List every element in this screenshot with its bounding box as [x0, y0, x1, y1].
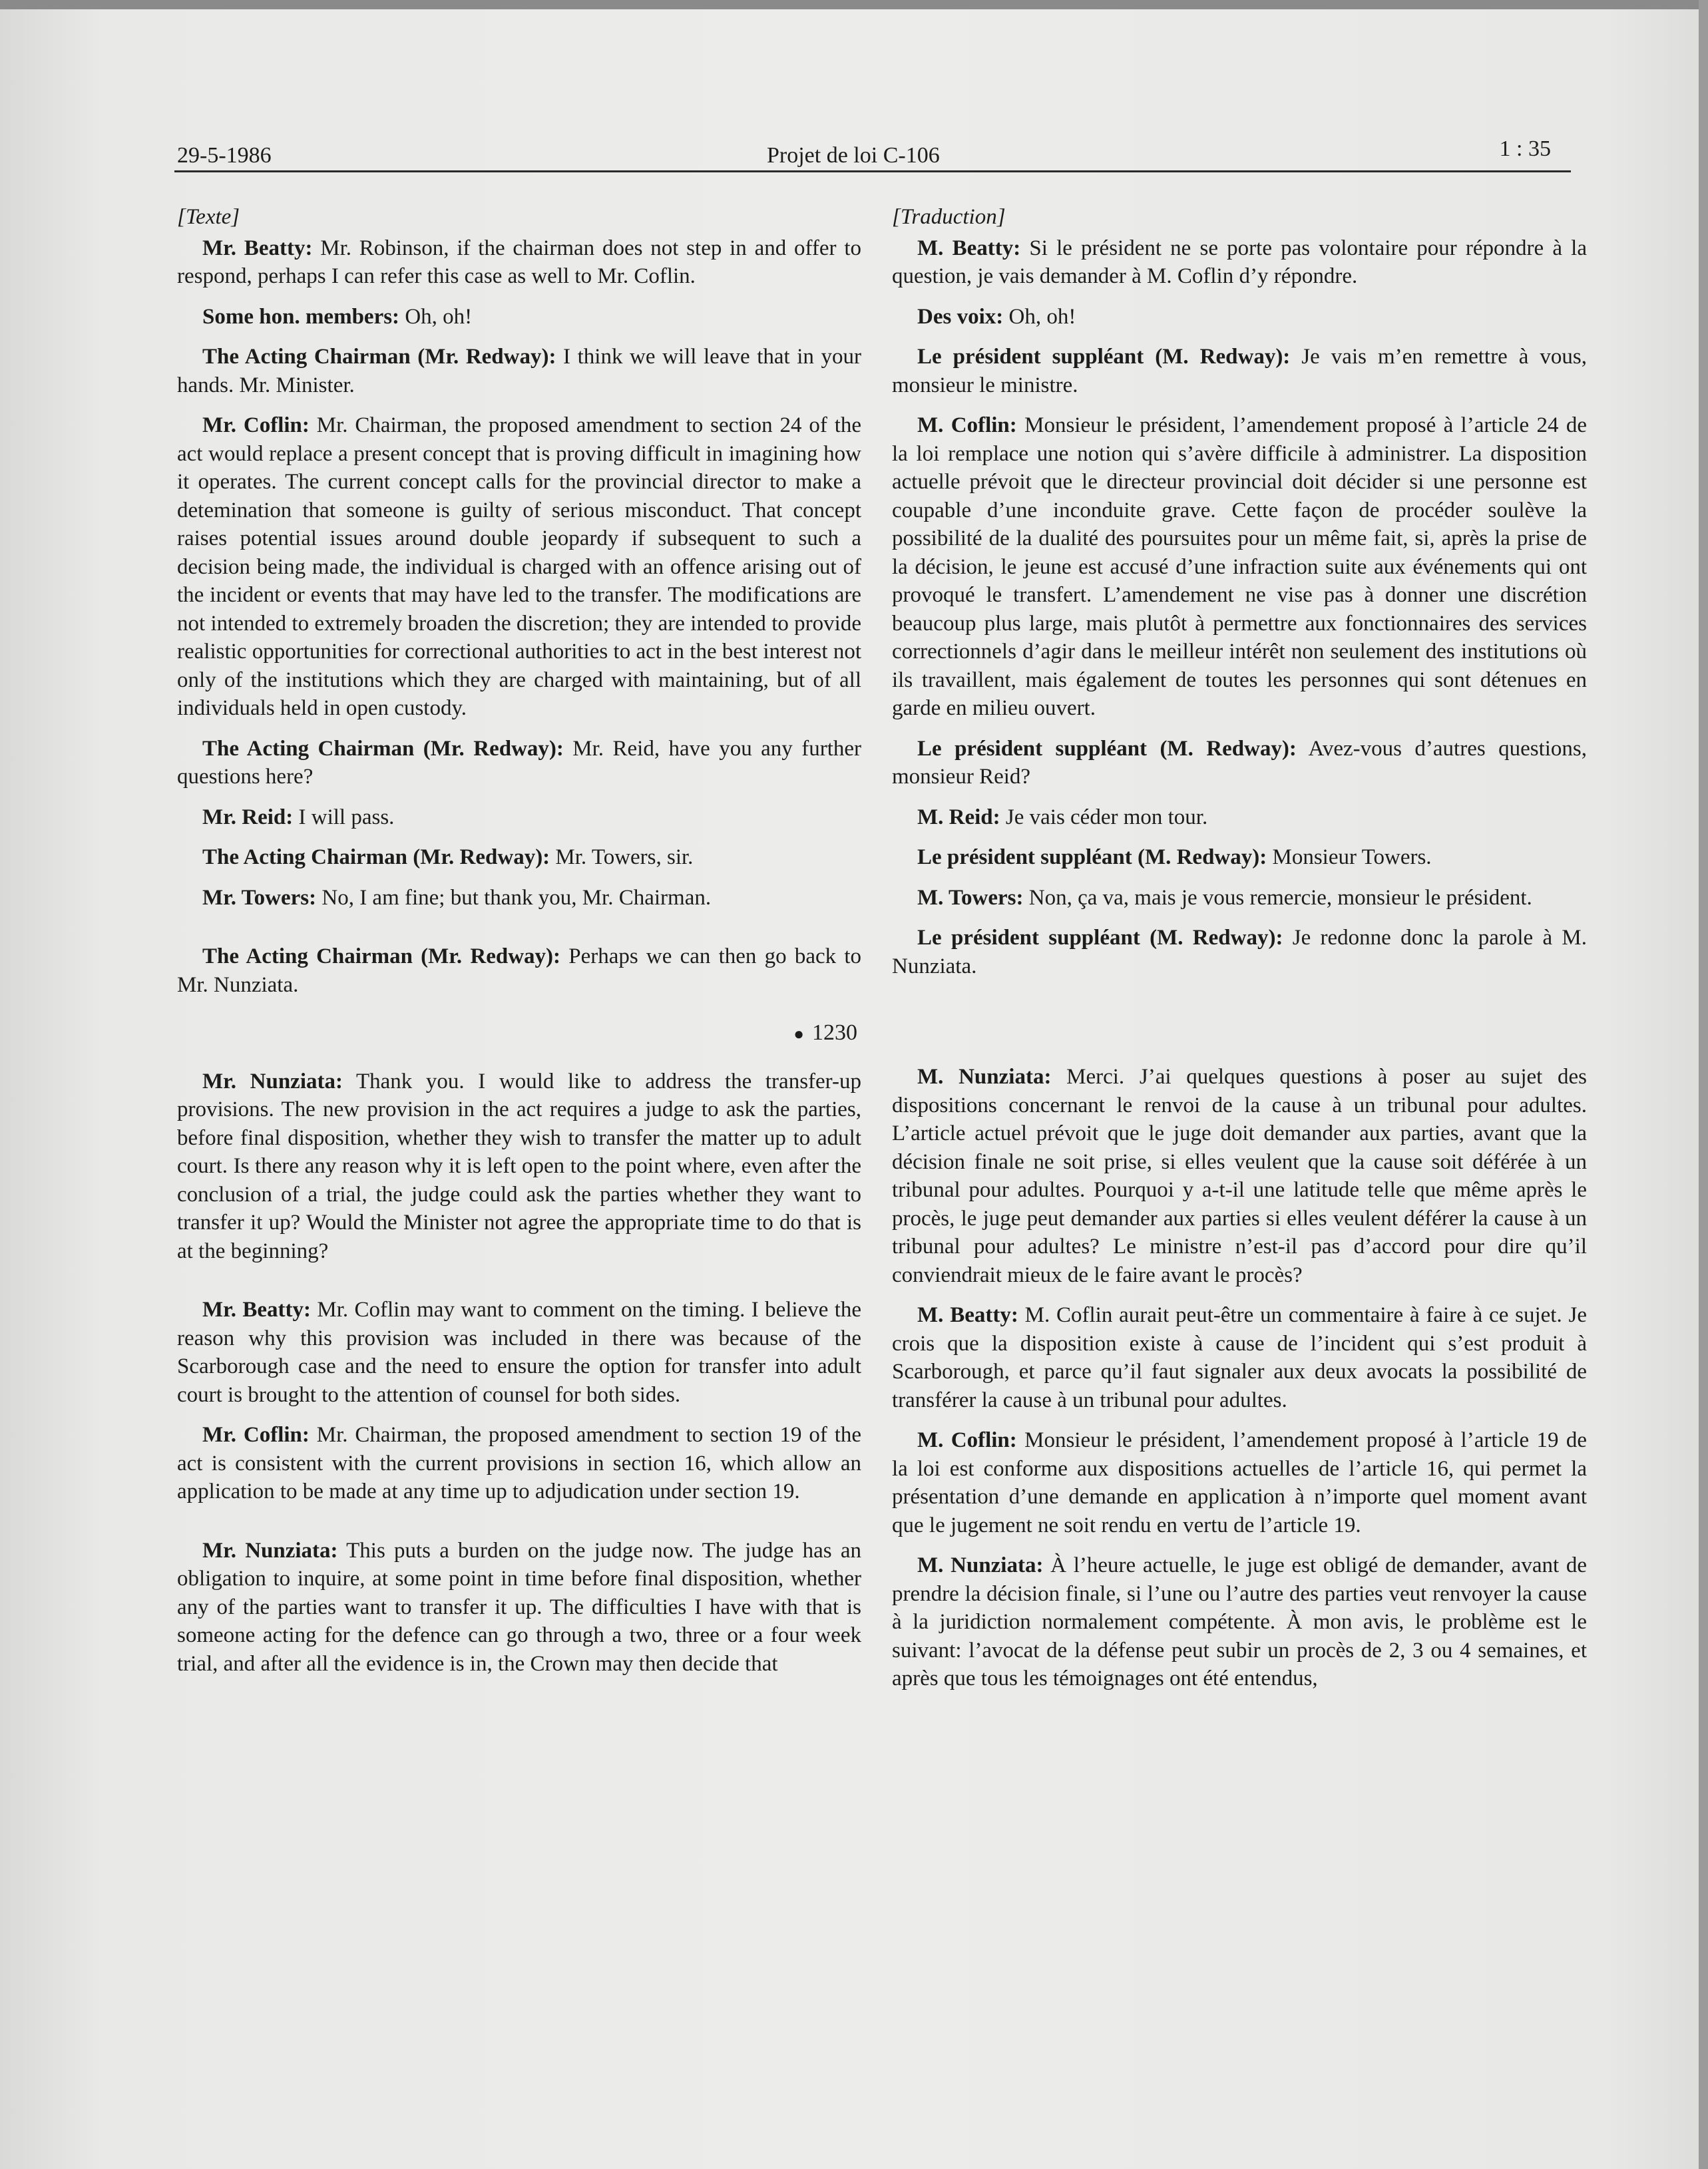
- scan-right-edge: [1699, 0, 1708, 2169]
- speech: No, I am fine; but thank you, Mr. Chairman.: [316, 885, 712, 910]
- paragraph: [892, 1063, 1587, 1289]
- paragraph: [892, 411, 1587, 723]
- speech: À l’heure actuelle, le juge est obligé de demander, avant de prendre la décision finale, si l’une ou l’autre des parties veut renvoyer la cause à la juridiction normalement compétente. À mon avis, le problème est le suivant: l’avocat de la défense peut subir un procès de 2, 3 ou 4 semaines, et après que tous les témoignages ont été entendus,: [892, 1553, 1588, 1690]
- speaker: The Acting Chairman (Mr. Redway):: [202, 845, 550, 869]
- speaker: M. Nunziata:: [917, 1065, 1052, 1089]
- speaker: Le président suppléant (M. Redway):: [917, 845, 1267, 869]
- speech: I will pass.: [293, 805, 395, 829]
- speech: Thank you. I would like to address the transfer-up provisions. The new provision in the act requires a judge to ask the parties, before final disposition, whether they wish to transfer the matter up to adult court. Is there any reason why it is left open to the point where, even after the conclusion of a trial, the judge could ask the parties whether they want to transfer it up? Would the Minister not agree the appropriate time to do that is at the beginning?: [177, 1069, 861, 1263]
- column-tag: [Traduction]: [892, 205, 1006, 229]
- speech: I think we will leave that in your hands. Mr. Minister.: [177, 345, 861, 397]
- paragraph: [892, 1551, 1587, 1693]
- column-tag-text: Texte: [185, 205, 232, 229]
- header-page-number: 1 : 35: [1499, 136, 1551, 161]
- speech: M. Coflin aurait peut-être un commentaire à faire à ce sujet. Je crois que la disposition existe à cause de l’incident qui s’est produit à Scarborough, et parce qu’il faut signaler aux deux avocats la possibilité de transférer la cause à un tribunal pour adultes.: [892, 1303, 1587, 1412]
- paragraph: [892, 735, 1587, 791]
- speech: Monsieur le président, l’amendement proposé à l’article 19 de la loi est conforme aux dispositions actuelles de l’article 16, qui permet la présentation d’une demande en application à n’importe quel moment avant que le jugement ne soit rendu en vertu de l’article 19.: [892, 1428, 1587, 1537]
- speaker: Mr. Towers:: [202, 885, 317, 910]
- paragraph: [177, 303, 861, 331]
- time-marker-text: 1230: [812, 1020, 857, 1045]
- speech: Mr. Coflin may want to comment on the timing. I believe the reason why this provision was included in there was because of the Scarborough case and the need to ensure the option for transfer into adult court is brought to the attention of counsel for both sides.: [177, 1298, 862, 1407]
- column-tag-text: Traduction: [900, 205, 997, 229]
- paragraph: [892, 1426, 1587, 1539]
- speaker: The Acting Chairman (Mr. Redway):: [202, 736, 564, 761]
- speaker: Le président suppléant (M. Redway):: [917, 926, 1283, 950]
- speech: Oh, oh!: [1003, 304, 1076, 329]
- speech: Mr. Chairman, the proposed amendment to section 24 of the act would replace a present concept that is proving difficult in imagining how it operates. The current concept calls for the provincial director to make a detemination that someone is guilty of serious misconduct. That concept raises potential issues around double jeopardy if subsequent to such a decision being made, the individual is charged with an offence arising out of the incident or events that may have led to the transfer. The modifications are not intended to extremely broaden the discretion; they are intended to provide realistic opportunities for correctional authorities to act in the best interest not only of the institutions which they are charged with maintaining, but of all individuals held in open custody.: [177, 413, 862, 720]
- paragraph: [177, 1296, 861, 1409]
- header-title: Projet de loi C-106: [767, 143, 940, 168]
- speaker: M. Coflin:: [917, 413, 1017, 437]
- speaker: Mr. Beatty:: [202, 1298, 311, 1322]
- speech: Merci. J’ai quelques questions à poser au sujet des dispositions concernant le renvoi de la cause à un tribunal pour adultes. L’article actuel prévoit que le juge doit demander aux parties, avant que la décision finale ne soit prise, si elles veulent que la cause soit déférée à un tribunal pour adultes. Pourquoi y a-t-il une latitude telle que même après le procès, le juge peut demander aux parties si elles veulent déférer la cause à un tribunal pour adultes? Le ministre n’est-il pas d’accord pour dire qu’il conviendrait mieux de le faire avant le procès?: [892, 1065, 1587, 1287]
- paragraph: [177, 343, 861, 399]
- speaker: M. Towers:: [917, 885, 1024, 910]
- speaker: The Acting Chairman (Mr. Redway):: [202, 944, 561, 968]
- header-date: 29-5-1986: [177, 143, 272, 168]
- speech: Mr. Towers, sir.: [550, 845, 694, 869]
- paragraph: [177, 884, 861, 912]
- paragraph: [892, 303, 1587, 331]
- speech: Avez-vous d’autres questions, monsieur Reid?: [892, 736, 1588, 789]
- paragraph: [177, 234, 861, 291]
- french-column: [892, 203, 1587, 1705]
- paragraph: [177, 942, 861, 999]
- speech: Je redonne donc la parole à M. Nunziata.: [892, 926, 1587, 978]
- speaker: M. Beatty:: [917, 236, 1021, 260]
- speech: Monsieur Towers.: [1267, 845, 1432, 869]
- time-marker: [177, 1019, 861, 1049]
- paragraph: [177, 1537, 861, 1678]
- speech: Non, ça va, mais je vous remercie, monsieur le président.: [1023, 885, 1532, 910]
- english-column: [177, 203, 861, 1690]
- speech: Je vais m’en remettre à vous, monsieur le ministre.: [892, 345, 1587, 397]
- speaker: Le président suppléant (M. Redway):: [917, 736, 1297, 761]
- speech: Je vais céder mon tour.: [1000, 805, 1208, 829]
- speech: Si le président ne se porte pas volontaire pour répondre à la question, je vais demander à M. Coflin d’y répondre.: [892, 236, 1587, 288]
- speaker: M. Beatty:: [917, 1303, 1018, 1327]
- speaker: Mr. Beatty:: [202, 236, 313, 260]
- speech: Oh, oh!: [399, 304, 473, 329]
- paragraph: [177, 735, 861, 791]
- speech: Perhaps we can then go back to Mr. Nunziata.: [177, 944, 862, 997]
- speaker: Le président suppléant (M. Redway):: [917, 345, 1291, 369]
- paragraph: [892, 843, 1587, 872]
- paragraph: [892, 343, 1587, 399]
- paragraph: [892, 884, 1587, 912]
- speaker: M. Reid:: [917, 805, 1000, 829]
- bullet-icon: ●: [793, 1024, 804, 1044]
- paragraph: [892, 234, 1587, 291]
- scan-top-edge: [0, 0, 1708, 9]
- speaker: Mr. Reid:: [202, 805, 294, 829]
- paragraph: [177, 1068, 861, 1266]
- speaker: Some hon. members:: [202, 304, 400, 329]
- paragraph: [177, 411, 861, 723]
- header-rule: [174, 170, 1571, 172]
- speech: Mr. Chairman, the proposed amendment to section 19 of the act is consistent with the current provisions in section 16, which allow an application to be made at any time up to adjudication under section 19.: [177, 1423, 862, 1503]
- speaker: Mr. Nunziata:: [202, 1069, 343, 1093]
- speaker: Mr. Nunziata:: [202, 1538, 338, 1563]
- paragraph: [177, 843, 861, 872]
- speaker: Des voix:: [917, 304, 1004, 329]
- speaker: Mr. Coflin:: [202, 413, 310, 437]
- paragraph: [177, 803, 861, 832]
- paragraph: [892, 1301, 1587, 1414]
- speech: Mr. Robinson, if the chairman does not step in and offer to respond, perhaps I can refer this case as well to Mr. Coflin.: [177, 236, 862, 288]
- speaker: Mr. Coflin:: [202, 1423, 310, 1447]
- speaker: The Acting Chairman (Mr. Redway):: [202, 345, 556, 369]
- speaker: M. Nunziata:: [917, 1553, 1044, 1577]
- paragraph: [177, 1421, 861, 1506]
- speech: Mr. Reid, have you any further questions here?: [177, 736, 861, 789]
- paragraph: [892, 924, 1587, 980]
- speaker: M. Coflin:: [917, 1428, 1017, 1452]
- column-tag: [Texte]: [177, 205, 240, 229]
- paragraph: [892, 803, 1587, 832]
- speech: This puts a burden on the judge now. The judge has an obligation to inquire, at some point in time before final disposition, whether any of the parties want to transfer it up. The difficulties I have with that is someone acting for the defence can go through a two, three or a four week trial, and after all the evidence is in, the Crown may then decide that: [177, 1538, 861, 1676]
- speech: Monsieur le président, l’amendement proposé à l’article 24 de la loi remplace une notion qui s’avère difficile à administrer. La disposition actuelle prévoit que le directeur provincial doit décider si une personne est coupable d’une inconduite grave. Cette façon de procéder soulève la possibilité de la dualité des poursuites pour un même fait, si, après la prise de la décision, le jeune est accusé d’une infraction suite aux événements qui ont provoqué le transfert. L’amendement ne vise pas à donner une discrétion beaucoup plus large, mais plutôt à permettre aux fonctionnaires des services correctionnels d’agir dans le meilleur intérêt non seulement des institutions où ils travaillent, mais également de toutes les personnes qui sont détenues en garde en milieu ouvert.: [892, 413, 1587, 720]
